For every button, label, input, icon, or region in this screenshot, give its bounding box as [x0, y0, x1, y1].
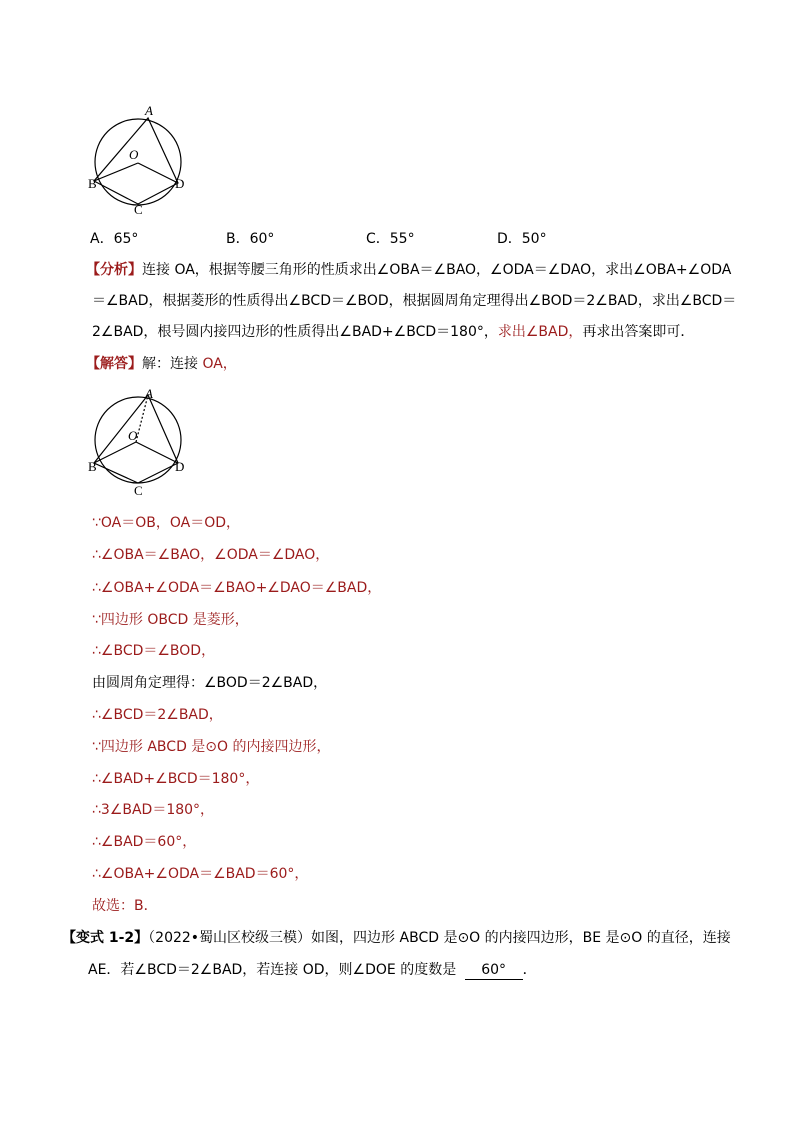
label-a: A: [145, 103, 153, 118]
option-a: A．65°: [90, 231, 139, 247]
solution-step-4: ∵四边形 OBCD 是菱形，: [92, 612, 249, 628]
solution-step-2: ∴∠OBA＝∠BAO，∠ODA＝∠DAO，: [92, 547, 330, 563]
segment-ob: [94, 163, 138, 181]
variant-tag: 【变式 1-2】: [62, 930, 149, 946]
solution-tag: 【解答】: [86, 356, 142, 372]
analysis-line-1: [86, 260, 731, 280]
label-c: C: [134, 483, 143, 498]
analysis-text-3c: 再求出答案即可．: [582, 324, 695, 340]
label-b: B: [88, 459, 97, 474]
label-b: B: [88, 176, 97, 191]
solution-step-12: ∴∠OBA+∠ODA＝∠BAD＝60°，: [92, 866, 309, 882]
figure-1-circle-diagram: [86, 100, 196, 218]
label-a: A: [145, 386, 153, 401]
segment-od: [136, 442, 178, 463]
variant-line-2: [88, 960, 537, 980]
variant-text-1: （2022•蜀山区校级三模）如图，四边形 ABCD 是⊙O 的内接四边形，BE 是⊙O 的直径，连接: [148, 930, 731, 946]
option-b: B．60°: [226, 231, 275, 247]
segment-od: [138, 163, 178, 183]
analysis-tag: 【分析】: [86, 262, 142, 278]
option-c: C．55°: [366, 231, 415, 247]
solution-step-3: ∴∠OBA+∠ODA＝∠BAO+∠DAO＝∠BAD，: [92, 580, 382, 596]
solution-step-5: ∴∠BCD＝∠BOD，: [92, 643, 216, 659]
variant-text-2a: AE．若∠BCD＝2∠BAD，若连接 OD，则∠DOE 的度数是: [88, 962, 461, 978]
label-o: O: [128, 428, 138, 443]
solution-step-10: ∴3∠BAD＝180°，: [92, 802, 215, 818]
label-o: O: [129, 147, 139, 162]
analysis-text-3b: 求出∠BAD，: [497, 324, 583, 340]
label-c: C: [134, 202, 143, 217]
solution-step-7: ∴∠BCD＝2∠BAD，: [92, 707, 223, 723]
analysis-line-2: ＝∠BAD，根据菱形的性质得出∠BCD＝∠BOD，根据圆周角定理得出∠BOD＝2∠BAD，求出∠BCD＝: [92, 293, 737, 309]
analysis-text-1: 连接 OA，根据等腰三角形的性质求出∠OBA＝∠BAO，∠ODA＝∠DAO，求出∠OBA+∠ODA: [142, 262, 732, 278]
solution-intro-b: OA，: [202, 356, 237, 372]
figure-2-circle-diagram: [86, 385, 196, 503]
variant-line-1: [62, 928, 731, 948]
solution-step-1: ∵OA＝OB，OA＝OD，: [92, 515, 241, 531]
solution-step-9: ∴∠BAD+∠BCD＝180°，: [92, 771, 260, 787]
analysis-line-3: [92, 322, 694, 342]
variant-answer-blank: 60°: [465, 961, 523, 980]
solution-step-6: 由圆周角定理得：∠BOD＝2∠BAD，: [92, 675, 328, 691]
label-d: D: [175, 176, 185, 191]
solution-intro-a: 解：连接: [142, 356, 203, 372]
solution-choice: 故选：B．: [92, 898, 158, 914]
solution-heading: [86, 354, 237, 374]
analysis-text-3a: 2∠BAD，根号圆内接四边形的性质得出∠BAD+∠BCD＝180°，: [92, 324, 498, 340]
solution-step-11: ∴∠BAD＝60°，: [92, 834, 197, 850]
option-d: D．50°: [497, 231, 547, 247]
label-d: D: [175, 459, 185, 474]
segment-ob: [94, 442, 136, 463]
solution-step-8: ∵四边形 ABCD 是⊙O 的内接四边形，: [92, 739, 331, 755]
variant-text-2b: ．: [522, 962, 537, 978]
